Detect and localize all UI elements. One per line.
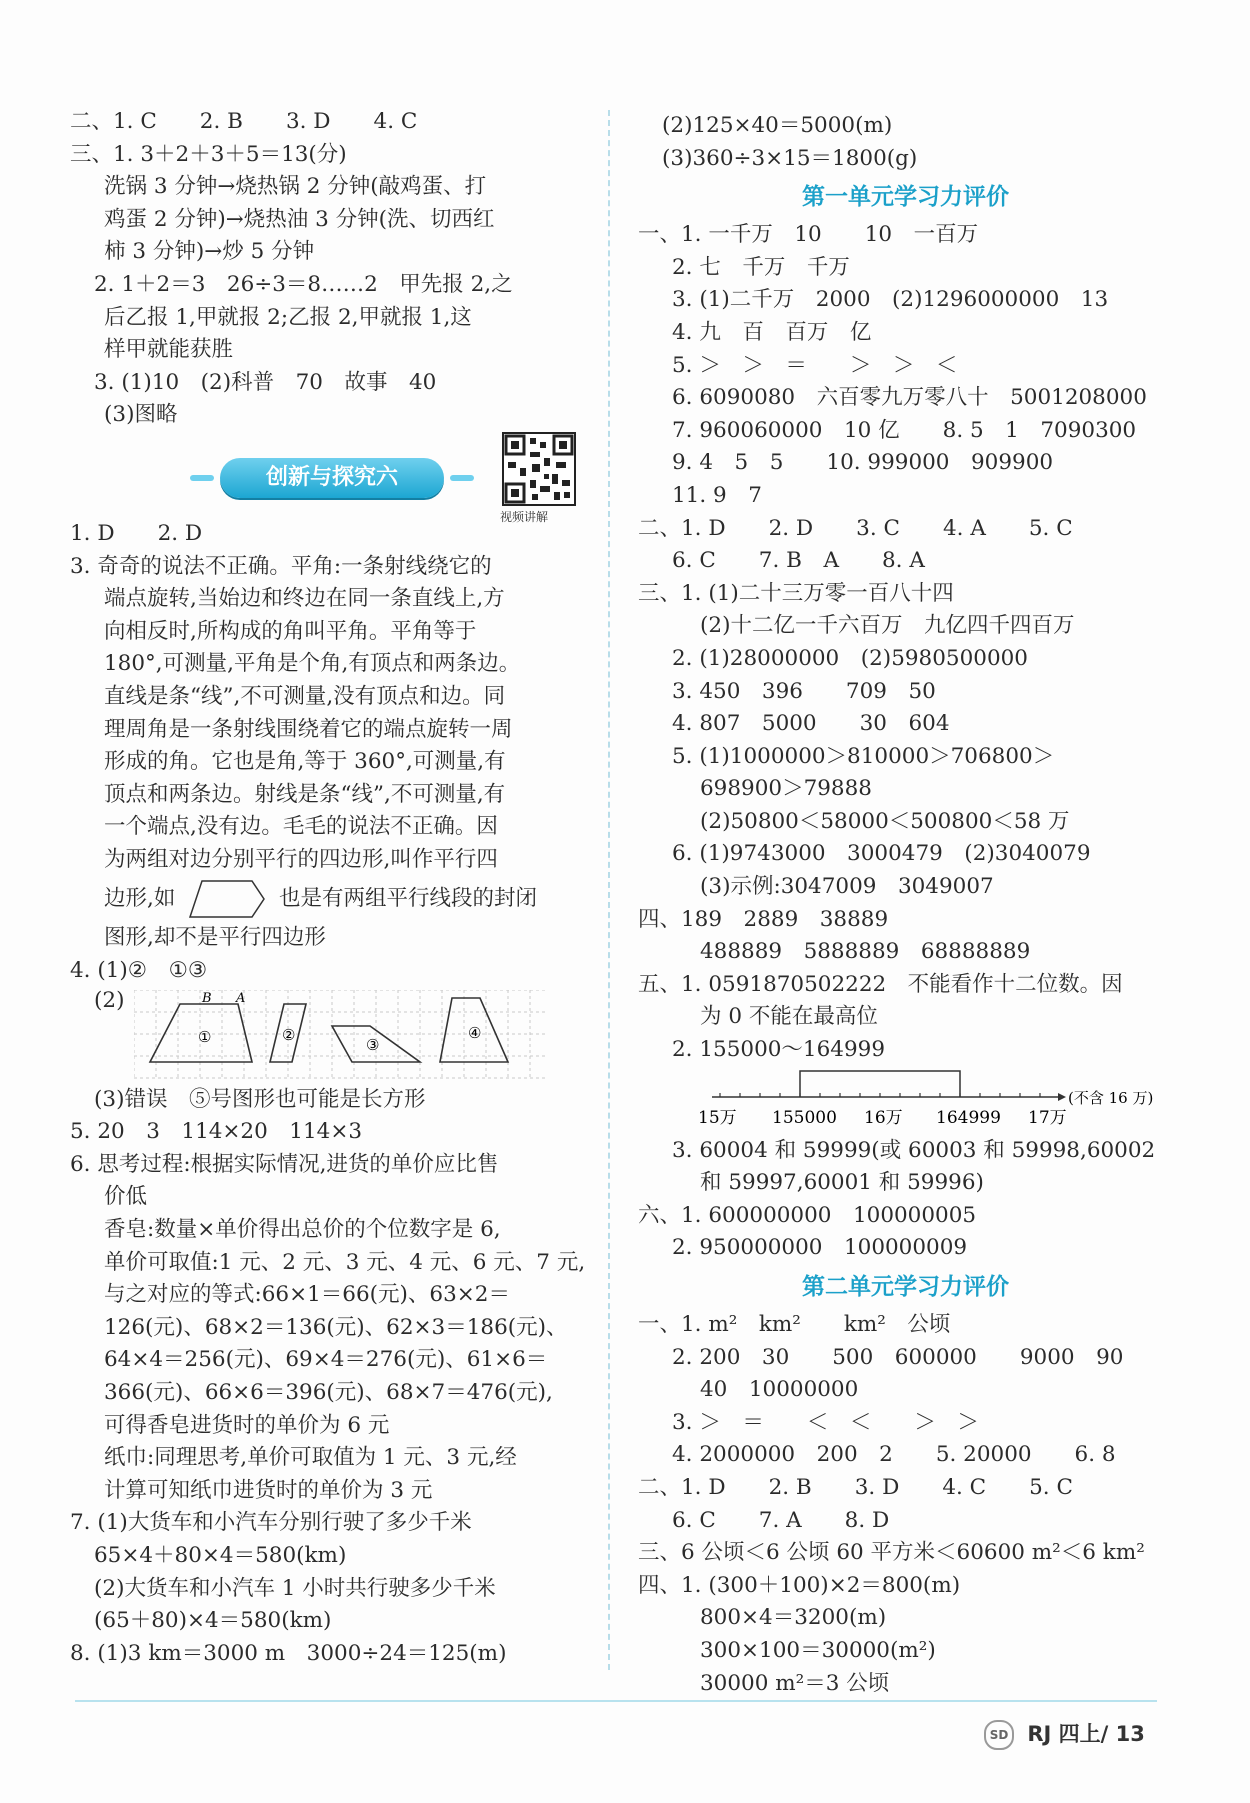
answer-line: (2)50800＜58000＜500800＜58 万 [700,808,1070,834]
answer-line: 三、1. 3＋2＋3＋5＝13(分) [70,141,347,167]
answer-line: 为两组对边分别平行的四边形,叫作平行四 [104,846,498,872]
answer-line: 直线是条“线”,不可测量,没有顶点和边。同 [104,683,506,709]
answer-line: 1. D 2. D [70,520,203,546]
answer-line: 30000 m²＝3 公顷 [700,1670,890,1696]
page-footer [984,1718,1145,1750]
answer-line: 纸巾:同理思考,单价可取值为 1 元、3 元,经 [104,1445,517,1471]
column-divider [608,110,610,1670]
section-header-row [70,432,590,524]
answer-line: 计算可知纸巾进货时的单价为 3 元 [104,1477,433,1503]
right-column [638,110,1173,1700]
answer-line: 三、6 公顷＜6 公顷 60 平方米＜60600 m²＜6 km² [638,1540,1145,1566]
answer-line: 向相反时,所构成的角叫平角。平角等于 [104,618,477,644]
answer-line: 香皂:数量×单价得出总价的个位数字是 6, [104,1217,501,1243]
qr-caption: 视频讲解 [500,509,549,524]
numline-label: 15万 [698,1107,737,1128]
answer-line: 2. 200 30 500 600000 9000 90 [672,1344,1124,1370]
page-number: RJ 四上/ 13 [1027,1722,1145,1746]
answer-line: 与之对应的等式:66×1＝66(元)、63×2＝ [104,1282,510,1308]
answer-line: (3)错误 ⑤号图形也可能是长方形 [94,1086,426,1112]
answer-line: 6. 6090080 六百零九万零八十 5001208000 [672,385,1147,411]
answer-line: 鸡蛋 2 分钟)→烧热油 3 分钟(洗、切西红 [104,206,495,232]
shapes-grid-figure [134,990,546,1082]
publisher-badge: SD [984,1720,1014,1750]
answer-line: 二、1. C 2. B 3. D 4. C [70,109,418,134]
answer-line: 6. 思考过程:根据实际情况,进货的单价应比售 [70,1151,499,1177]
answer-line: 一个端点,没有边。毛毛的说法不正确。因 [104,814,498,840]
answer-line: 5. 20 3 114×20 114×3 [70,1119,363,1145]
answer-line: (3)示例:3047009 3049007 [700,874,994,900]
answer-line: 2. (1)28000000 (2)5980500000 [672,645,1028,671]
answer-line: 洗锅 3 分钟→烧热锅 2 分钟(敲鸡蛋、打 [104,174,487,200]
answer-line: 7. (1)大货车和小汽车分别行驶了多少千米 [70,1510,472,1536]
answer-line: 4. 九 百 百万 亿 [672,319,872,345]
answer-line: 端点旋转,当始边和终边在同一条直线上,方 [104,586,505,612]
footer-rule [75,1700,1157,1702]
qr-code-icon[interactable] [502,432,576,506]
grid-label: B [202,990,212,1006]
answer-line: 理周角是一条射线围绕着它的端点旋转一周 [104,716,513,742]
answer-line: 800×4＝3200(m) [700,1605,887,1631]
answer-line: 3. ＞ ＝ ＜ ＜ ＞ ＞ [672,1409,979,1435]
answer-line: 4. (1)② ①③ [70,958,208,984]
answer-line: 3. 60004 和 59999(或 60003 和 59998,60002 [672,1137,1156,1163]
grid-label: ① [198,1027,212,1046]
answer-line: 6. C 7. B A 8. A [672,548,925,574]
number-line-figure [638,1067,1173,1135]
answer-line: 后乙报 1,甲就报 2;乙报 2,甲就报 1,这 [104,304,472,330]
answer-line: 4. 2000000 200 2 5. 20000 6. 8 [672,1442,1116,1468]
answer-line: 为 0 不能在最高位 [700,1004,878,1030]
answer-line: 2. 1＋2＝3 26÷3＝8……2 甲先报 2,之 [94,271,513,297]
answer-line: 二、1. D 2. B 3. D 4. C 5. C [638,1474,1073,1500]
answer-line: 180°,可测量,平角是个角,有顶点和两条边。 [104,651,521,677]
grid-figure-row [70,988,590,1084]
answer-line: (2)125×40＝5000(m) [662,113,893,138]
answer-line: 64×4＝256(元)、69×4＝276(元)、61×6＝ [104,1347,548,1373]
numline-note: (不含 16 万) [1068,1088,1154,1107]
answer-line: (65＋80)×4＝580(km) [94,1608,332,1634]
answer-line: 3. (1)10 (2)科普 70 故事 40 [94,369,437,395]
numline-label: 16万 [864,1107,903,1128]
answer-line: 形成的角。它也是角,等于 360°,可测量,有 [104,749,506,775]
answer-line: 四、1. (300＋100)×2＝800(m) [638,1572,961,1598]
answer-line: 3. 奇奇的说法不正确。平角:一条射线绕它的 [70,553,492,579]
answer-line: 488889 5888889 68888889 [700,939,1031,965]
grid-label: ② [282,1025,296,1044]
answer-line: 11. 9 7 [672,482,762,508]
answer-label: (2) [94,987,125,1013]
answer-line: 126(元)、68×2＝136(元)、62×3＝186(元)、 [104,1314,568,1340]
answer-text: 边形,如 [104,886,176,912]
answer-line: 300×100＝30000(m²) [700,1637,936,1663]
answer-line: 柿 3 分钟)→炒 5 分钟 [104,239,315,265]
answer-line: 价低 [104,1184,148,1210]
section-badge: 创新与探究六 [220,458,444,498]
answer-line: 五、1. 0591870502222 不能看作十二位数。因 [638,971,1123,997]
answer-line: 40 10000000 [700,1377,859,1403]
answer-line: 2. 155000～164999 [672,1037,885,1063]
answer-line: 二、1. D 2. D 3. C 4. A 5. C [638,515,1073,541]
answer-line-with-shape [70,876,590,922]
left-column [70,106,590,1670]
answer-line: 5. ＞ ＞ ＝ ＞ ＞ ＜ [672,352,958,378]
answer-line: 可得香皂进货时的单价为 6 元 [104,1412,390,1438]
answer-line: 366(元)、66×6＝396(元)、68×7＝476(元), [104,1380,553,1405]
answer-line: 7. 960060000 10 亿 8. 5 1 7090300 [672,417,1137,443]
answer-line: (3)360÷3×15＝1800(g) [662,145,918,171]
grid-label: ④ [468,1023,482,1042]
answer-line: 六、1. 600000000 100000005 [638,1202,977,1228]
answer-line: 698900＞79888 [700,776,872,802]
answer-line: (2)十二亿一千六百万 九亿四千四百万 [700,613,1075,639]
answer-line: 三、1. (1)二十三万零一百八十四 [638,580,954,606]
answer-line: 3. (1)二千万 2000 (2)1296000000 13 [672,287,1109,313]
answer-line: 65×4＋80×4＝580(km) [94,1542,347,1568]
irregular-shape-figure [182,879,272,919]
answer-line: 8. (1)3 km＝3000 m 3000÷24＝125(m) [70,1640,507,1666]
answer-line: 样甲就能获胜 [104,337,234,363]
answer-line: 2. 950000000 100000009 [672,1235,968,1261]
numline-label: 164999 [936,1107,1001,1128]
answer-line: 四、189 2889 38889 [638,906,889,932]
answer-line: 9. 4 5 5 10. 999000 909900 [672,450,1054,476]
answer-line: 图形,却不是平行四边形 [104,925,326,951]
answer-line: 单价可取值:1 元、2 元、3 元、4 元、6 元、7 元, [104,1249,586,1275]
answer-line: 6. C 7. A 8. D [672,1507,890,1533]
answer-line: 一、1. m² km² km² 公顷 [638,1312,951,1337]
section-heading: 第二单元学习力评价 [802,1274,1009,1300]
answer-line: 顶点和两条边。射线是条“线”,不可测量,有 [104,781,506,807]
answer-line: 和 59997,60001 和 59996) [700,1170,984,1196]
answer-line: 4. 807 5000 30 604 [672,711,950,737]
answer-line: (3)图略 [104,402,178,428]
grid-label: ③ [366,1035,380,1054]
answer-line: 一、1. 一千万 10 10 一百万 [638,222,979,248]
numline-label: 155000 [772,1107,837,1128]
numline-label: 17万 [1028,1107,1067,1128]
answer-line: (2)大货车和小汽车 1 小时共行驶多少千米 [94,1575,496,1601]
answer-line: 2. 七 千万 千万 [672,254,850,280]
answer-line: 6. (1)9743000 3000479 (2)3040079 [672,841,1091,867]
answer-line: 3. 450 396 709 50 [672,678,936,704]
answer-line: 5. (1)1000000＞810000＞706800＞ [672,743,1055,769]
grid-label: A [236,990,246,1006]
answer-text: 也是有两组平行线段的封闭 [279,886,538,912]
section-heading: 第一单元学习力评价 [802,184,1009,211]
